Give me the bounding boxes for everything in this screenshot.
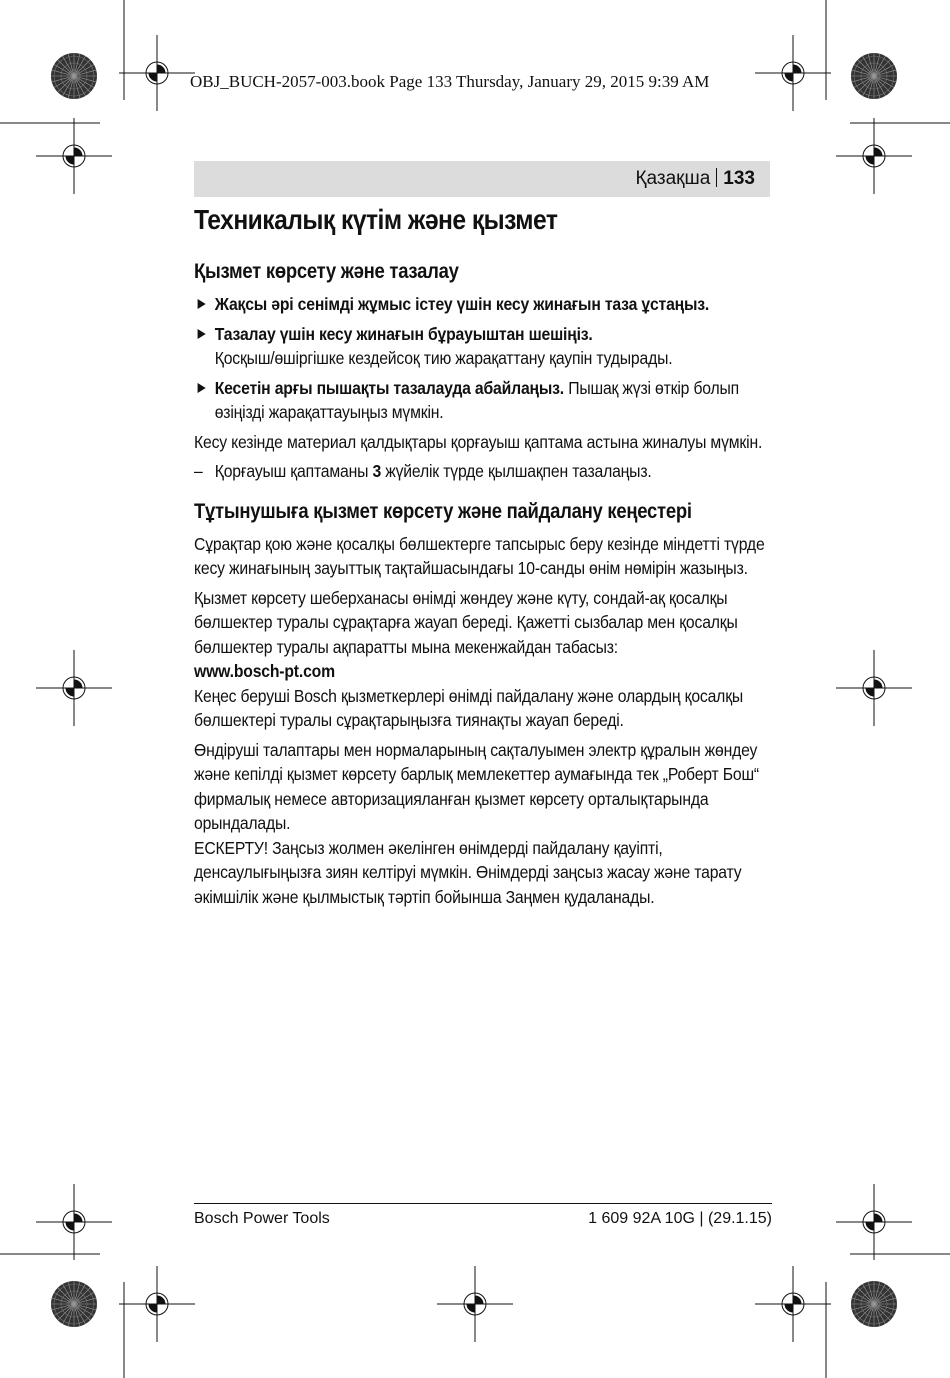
section-heading-customer-service: Тұтынушыға қызмет көрсету және пайдалану кеңестері xyxy=(194,499,692,523)
footer-rule xyxy=(194,1203,772,1204)
page-number: 133 xyxy=(723,168,755,189)
book-slug: OBJ_BUCH-2057-003.book Page 133 Thursday, January 29, 2015 9:39 AM xyxy=(190,72,710,91)
dash-text: жүйелік түрде қылшақпен тазалаңыз. xyxy=(381,461,652,481)
list-item xyxy=(194,292,771,317)
paragraph: Кесу кезінде материал қалдықтары қорғауыш қаптама астына жиналуы мүмкін. xyxy=(194,431,763,452)
list-item xyxy=(194,376,771,425)
dash-symbol: – xyxy=(194,461,203,481)
paragraph: Кеңес беруші Bosch қызметкерлері өнімді пайдалану және олардың қосалқы бөлшектері туралы сұрақтарыңызға тиянақты жауап береді. xyxy=(194,685,744,730)
bullet-bold-text: Тазалау үшін кесу жинағын бұрауыштан шешіңіз. xyxy=(214,323,593,344)
dash-text: Қорғауыш қаптаманы xyxy=(214,461,373,481)
instruction-list xyxy=(194,292,771,425)
paragraph: Қызмет көрсету шеберханасы өнімді жөндеу және күту, сондай-ақ қосалқы бөлшектер туралы сұрақтарға жауап береді. Қажетті сызбалар мен қосалқы бөлшектер туралы ақпаратты мына мекенжайдан табасыз: xyxy=(194,587,738,657)
header-language: Қазақша xyxy=(635,168,711,189)
website-link[interactable]: www.bosch-pt.com xyxy=(194,661,335,681)
running-header xyxy=(194,161,770,197)
footer-publisher: Bosch Power Tools xyxy=(194,1210,330,1227)
bullet-bold-text: Жақсы әрі сенімді жұмыс істеу үшін кесу жинағын таза ұстаңыз. xyxy=(214,294,710,314)
header-separator xyxy=(716,168,717,187)
list-item xyxy=(194,322,771,371)
reference-number: 3 xyxy=(372,461,382,481)
warning-paragraph: ЕСКЕРТУ! Заңсыз жолмен әкелінген өнімдерді пайдалану қауіпті, денсаулығыңызға зиян келтіруі мүмкін. Өнімдерді заңсыз жасау және тарату әкімшілік және қылмыстық тәртіп бойынша Заңмен қудаланады. xyxy=(194,837,742,907)
dash-item xyxy=(194,459,792,484)
bullet-bold-text: Кесетін арғы пышақты тазалауда абайлаңыз. xyxy=(214,377,564,398)
paragraph: Сұрақтар қою және қосалқы бөлшектерге тапсырыс беру кезінде міндетті түрде кесу жинағының зауыттық тақтайшасындағы 10-санды өнім нөмірін жазыңыз. xyxy=(194,533,765,578)
page-title: Техникалық күтім және қызмет xyxy=(194,204,558,235)
footer-code: 1 609 92A 10G | (29.1.15) xyxy=(588,1210,772,1227)
bullet-text: Пышақ жүзі өткір болып өзіңізді жарақаттауыңыз мүмкін. xyxy=(214,377,740,422)
paragraph: Өндіруші талаптары мен нормаларының сақталуымен электр құралын жөндеу және кепілді қызмет көрсету барлық мемлекеттер аумағында тек „Роберт Бош“ фирмалық немесе авторизацияланған қызмет көрсету орталықтарында орындалады. xyxy=(194,739,760,833)
bullet-text: Қосқыш/өшіргішке кездейсоқ тию жарақаттану қаупін тудырады. xyxy=(214,348,673,368)
page-content xyxy=(194,204,772,909)
section-heading-service: Қызмет көрсету және тазалау xyxy=(194,260,459,283)
